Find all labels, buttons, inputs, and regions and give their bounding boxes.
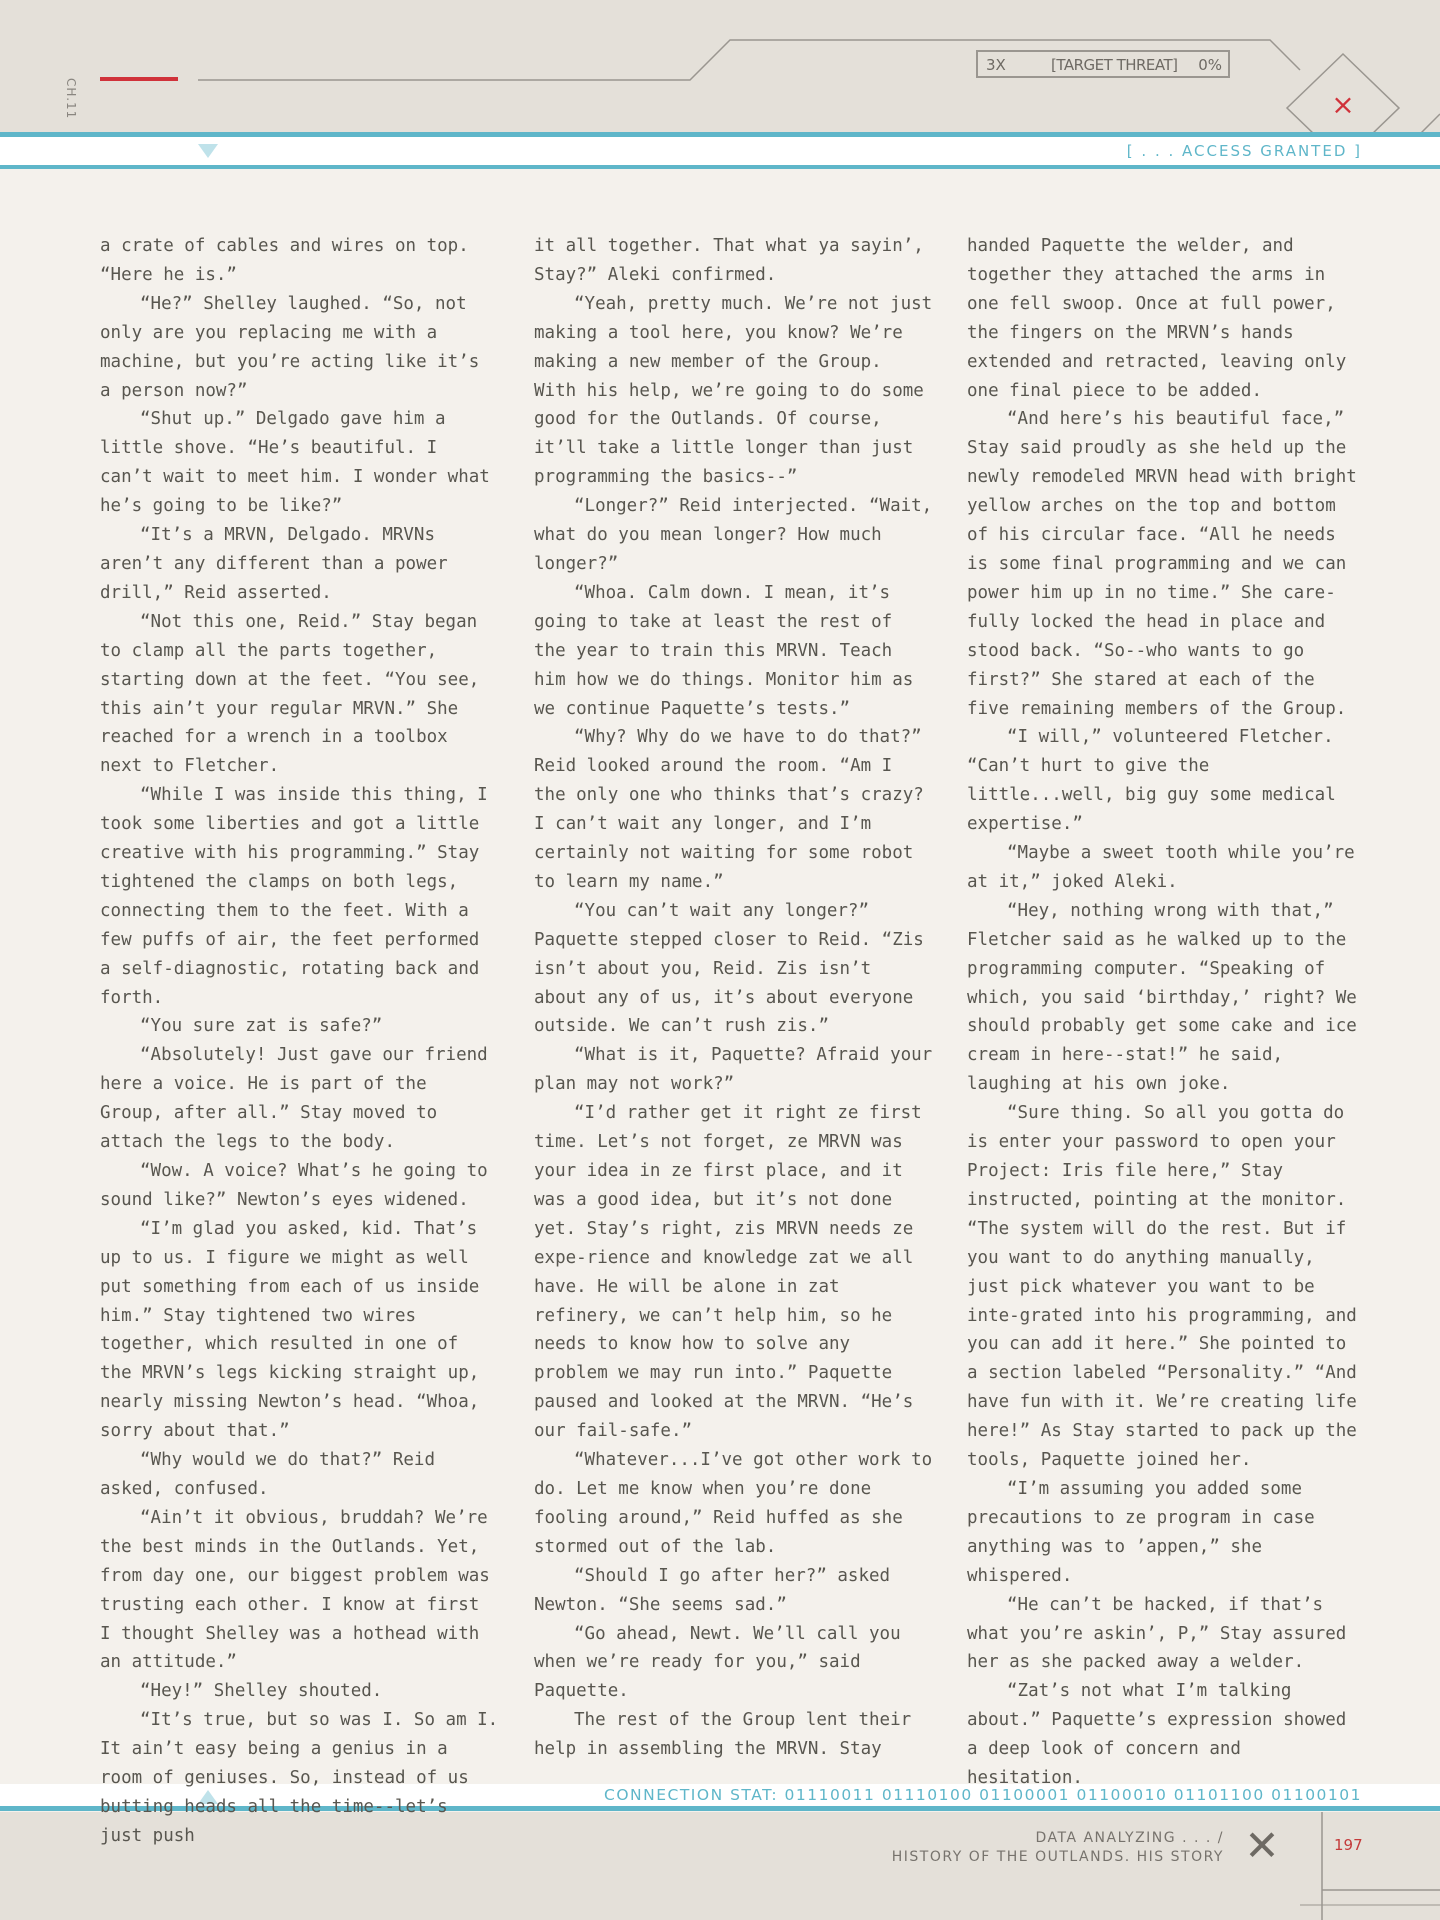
paragraph: “He?” Shelley laughed. “So, not only are you replacing me with a machine, but you’re acting like it’s a person now?” (100, 293, 480, 401)
text-column-3 (967, 232, 1367, 1793)
paragraph: “Why? Why do we have to do that?” Reid looked around the room. “Am I the only one who thinks that’s crazy? I can’t wait any longer, and I’m certainly not waiting for some robot to learn my name.” (534, 727, 924, 892)
history-line: HISTORY OF THE OUTLANDS. HIS STORY (891, 1849, 1224, 1865)
paragraph: “Absolutely! Just gave our friend here a voice. He is part of the Group, after all.” Stay moved to attach the legs to the body. (100, 1045, 488, 1153)
paragraph: “I’m assuming you added some precautions to ze program in case anything was to ’appen,” she whispered. (967, 1478, 1315, 1586)
paragraph: “I’m glad you asked, kid. That’s up to us. I figure we might as well put something from each of us inside him.” Stay tightened two wires together, which resulted in one of the MRVN’s legs kicking straight up, nearly missing Newton’s head. “Whoa, sorry about that.” (100, 1218, 480, 1442)
paragraph: “Sure thing. So all you gotta do is enter your password to open your Project: Iris file here,” Stay instructed, pointing at the monitor. “The system will do the rest. But if you want to do anything manually, just pick whatever you want to be inte-grated into his programming, and you can add it here.” She pointed to a section labeled “Personality.” “And have fun with it. We’re creating life here!” As Stay started to pack up the tools, Paquette joined her. (967, 1103, 1357, 1471)
paragraph: “Should I go after her?” asked Newton. “She seems sad.” (534, 1565, 891, 1615)
data-analyzing-line: DATA ANALYZING . . . / (1035, 1830, 1224, 1846)
connection-stat: CONNECTION STAT: 01110011 01110100 01100001 01100010 01101100 01100101 (604, 1786, 1362, 1804)
footer-caption (892, 1829, 1224, 1867)
paragraph: “Ain’t it obvious, bruddah? We’re the best minds in the Outlands. Yet, from day one, our biggest problem was trusting each other. I know at first I thought Shelley was a hothead with an attitude.” (100, 1507, 490, 1673)
paragraph: “You sure zat is safe?” (140, 1016, 383, 1037)
paragraph: The rest of the Group lent their help in assembling the MRVN. Stay (534, 1710, 912, 1760)
threat-percent: 0% (1198, 56, 1222, 74)
paragraph: “Why would we do that?” Reid asked, confused. (100, 1450, 436, 1499)
close-icon: × (1331, 88, 1355, 121)
x-mark-icon: ✕ (1244, 1821, 1280, 1870)
top-cyan-bar (0, 132, 1440, 137)
page-number: 197 (1334, 1836, 1363, 1854)
paragraph: a crate of cables and wires on top. “Here he is.” (100, 236, 469, 285)
paragraph: “Hey!” Shelley shouted. (140, 1681, 383, 1702)
paragraph: “Go ahead, Newt. We’ll call you when we’re ready for you,” said Paquette. (534, 1623, 901, 1702)
text-column-1 (100, 232, 500, 1851)
access-granted-text: [ . . . ACCESS GRANTED ] (1126, 142, 1362, 160)
text-column-2 (534, 232, 934, 1764)
paragraph: “And here’s his beautiful face,” Stay said proudly as she held up the newly remodeled MRVN head with bright yellow arches on the top and bottom of his circular face. “All he needs is some final programming and we can power him up in no time.” She care-fully locked the head in place and stood back. “So--who wants to go first?” She stared at each of the five remaining members of the Group. (967, 409, 1357, 719)
paragraph: “Wow. A voice? What’s he going to sound like?” Newton’s eyes widened. (100, 1161, 488, 1210)
paragraph: “Hey, nothing wrong with that,” Fletcher said as he walked up to the programming computer. “Speaking of which, you said ‘birthday,’ right? We should probably get some cake and ice cream in here--stat!” he said, laughing at his own joke. (967, 900, 1357, 1095)
paragraph: “Shut up.” Delgado gave him a little shove. “He’s beautiful. I can’t wait to meet him. I wonder what he’s going to be like?” (100, 409, 490, 517)
paragraph: handed Paquette the welder, and together they attached the arms in one fell swoop. Once at full power, the fingers on the MRVN’s hands extended and retracted, leaving only one final piece to be added. (967, 236, 1347, 401)
paragraph: “I will,” volunteered Fletcher. “Can’t hurt to give the little...well, big guy some medical expertise.” (967, 727, 1336, 835)
paragraph: “Zat’s not what I’m talking about.” Paquette’s expression showed a deep look of concern and hesitation. (967, 1681, 1347, 1789)
paragraph: “While I was inside this thing, I took some liberties and got a little creative with his programming.” Stay tightened the clamps on both legs, connecting them to the feet. With a few puffs of air, the feet performed a self-diagnostic, rotating back and forth. (100, 785, 488, 1008)
paragraph: “Not this one, Reid.” Stay began to clamp all the parts together, starting down at the feet. “You see, this ain’t your regular MRVN.” She reached for a wrench in a toolbox next to Fletcher. (100, 611, 480, 777)
paragraph: “What is it, Paquette? Afraid your plan may not work?” (534, 1045, 933, 1095)
paragraph: “Yeah, pretty much. We’re not just making a tool here, you know? We’re making a new member of the Group. With his help, we’re going to do some good for the Outlands. Of course, it’ll take a little longer than just programming the basics--” (534, 293, 933, 488)
chapter-label: CH.11 (64, 78, 78, 120)
paragraph: “He can’t be hacked, if that’s what you’re askin’, P,” Stay assured her as she packed away a welder. (967, 1594, 1347, 1673)
threat-label: [TARGET THREAT] (1051, 56, 1178, 74)
paragraph: “I’d rather get it right ze first time. Let’s not forget, ze MRVN was your idea in ze first place, and it was a good idea, but it’s not done yet. Stay’s right, zis MRVN needs ze expe-rience and knowledge zat we all have. He will be alone in zat refinery, we can’t help him, so he needs to know how to solve any problem we may run into.” Paquette paused and looked at the MRVN. “He’s our fail-safe.” (534, 1103, 922, 1442)
paragraph: it all together. That what ya sayin’, Stay?” Aleki confirmed. (534, 236, 924, 285)
paragraph: “You can’t wait any longer?” Paquette stepped closer to Reid. “Zis isn’t about you, Reid. Zis isn’t about any of us, it’s about everyone outside. We can’t rush zis.” (534, 900, 924, 1037)
paragraph: “It’s true, but so was I. So am I. It ain’t easy being a genius in a room of geniuses. So, instead of us butting heads all the time--let’s just push (100, 1710, 499, 1846)
paragraph: “Whoa. Calm down. I mean, it’s going to take at least the rest of the year to train this MRVN. Teach him how we do things. Monitor him as we continue Paquette’s tests.” (534, 582, 914, 719)
paragraph: “It’s a MRVN, Delgado. MRVNs aren’t any different than a power drill,” Reid asserted. (100, 525, 448, 603)
paragraph: “Maybe a sweet tooth while you’re at it,” joked Aleki. (967, 843, 1355, 892)
paragraph: “Whatever...I’ve got other work to do. Let me know when you’re done fooling around,” Reid huffed as she stormed out of the lab. (534, 1450, 933, 1557)
paragraph: “Longer?” Reid interjected. “Wait, what do you mean longer? How much longer?” (534, 496, 933, 574)
target-threat-box (976, 50, 1230, 78)
threat-multiplier: 3X (986, 56, 1006, 74)
